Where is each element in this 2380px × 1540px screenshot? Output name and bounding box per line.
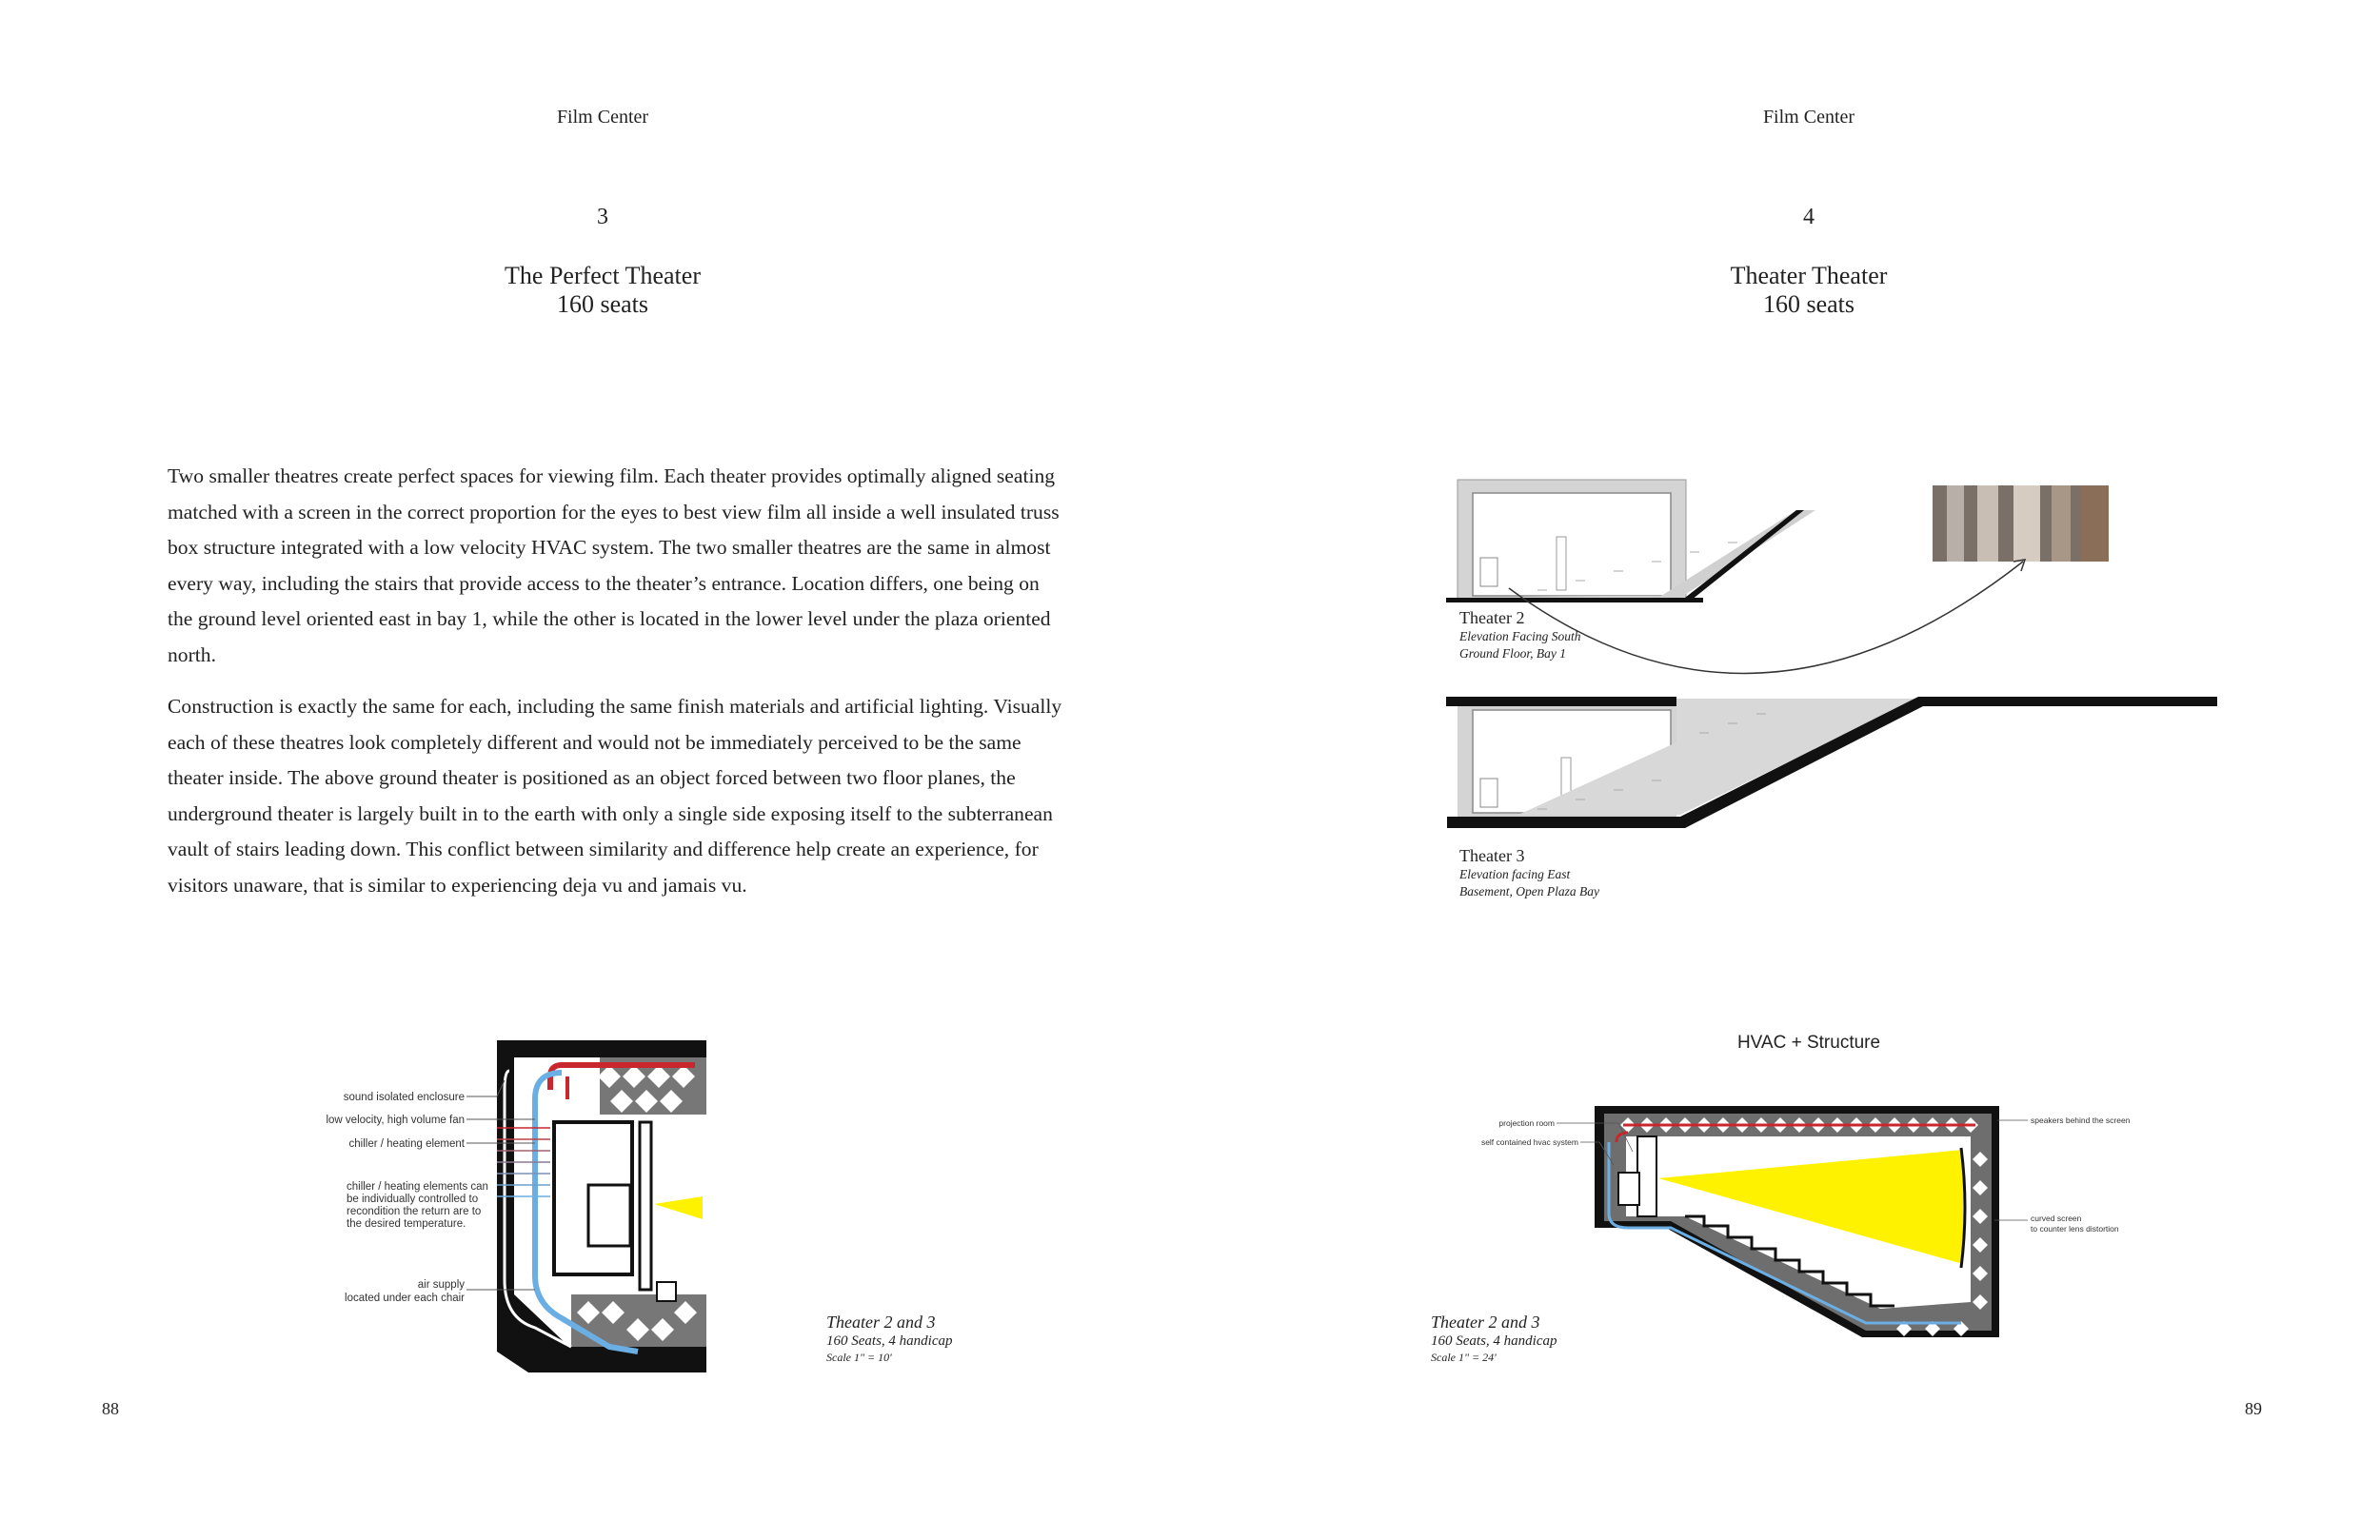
theater-photo-thumbnail (1933, 485, 2109, 562)
theater3-name: Theater 3 (1459, 846, 1525, 865)
label-enclosure: sound isolated enclosure (343, 1092, 465, 1103)
label-chiller: chiller / heating element (348, 1138, 465, 1150)
theater3-caption (1459, 846, 1599, 900)
left-caption-line2: 160 Seats, 4 handicap (826, 1333, 953, 1349)
left-subtitle: 160 seats (556, 290, 649, 318)
left-figure-caption (826, 1313, 953, 1365)
theater3-elevation (1442, 685, 2223, 838)
projection-beam (654, 1196, 703, 1219)
right-figure-caption (1431, 1313, 1557, 1365)
right-chapter-number: 4 (1803, 205, 1815, 229)
left-caption-line3: Scale 1" = 10' (826, 1351, 892, 1364)
left-running-header: Film Center (556, 107, 649, 128)
left-page-number: 88 (102, 1399, 119, 1418)
label-fan: low velocity, high volume fan (326, 1115, 465, 1126)
projector-box (588, 1185, 630, 1246)
body-paragraph-1: Two smaller theatres create perfect spaces for viewing film. Each theater provides optimally aligned seating matched with a screen in the correct proportion for the eyes to best view film all inside a well insulated truss box structure integrated with a low velocity HVAC system. The two smaller theatres are the same in almost every way, including the stairs that provide access to the theater’s entrance. Location differs, one being on the ground level oriented east in bay 1, while the other is located in the lower level under the plaza oriented north. (168, 464, 1060, 666)
right-subtitle: 160 seats (1762, 290, 1855, 318)
left-chapter-number: 3 (597, 205, 608, 229)
projector (1618, 1173, 1639, 1205)
theater2-caption (1459, 608, 1580, 662)
right-page-number: 89 (2245, 1399, 2262, 1418)
label-note-1: chiller / heating elements can (347, 1181, 488, 1193)
label-air-1: air supply (417, 1279, 465, 1291)
hvac-structure-title: HVAC + Structure (1736, 1033, 1881, 1053)
label-screen-1: curved screen (2031, 1214, 2082, 1223)
right-caption-line1: Theater 2 and 3 (1431, 1313, 1540, 1332)
label-note-2: be individually controlled to (347, 1194, 479, 1205)
theater3-line1: Elevation facing East (1459, 867, 1571, 881)
right-caption-line3: Scale 1" = 24' (1431, 1351, 1497, 1364)
right-title: Theater Theater (1730, 262, 1888, 289)
label-projection-room: projection room (1498, 1118, 1555, 1128)
label-screen-2: to counter lens distortion (2031, 1224, 2119, 1234)
right-caption-line2: 160 Seats, 4 handicap (1431, 1333, 1557, 1349)
right-running-header: Film Center (1762, 107, 1855, 128)
hvac-section-drawing (1457, 1095, 2161, 1347)
body-paragraph-2: Construction is exactly the same for each, including the same finish materials and artificial lighting. Visually each of these theatres look completely different and would not be immediately perceived to be the same theater inside. The above ground theater is positioned as an object forced between two floor planes, the underground theater is largely built in to the earth with only a single side exposing itself to the subterranean vault of stairs leading down. This conflict between similarity and difference help create an experience, for visitors unaware, that is similar to experiencing deja vu and jamais vu. (168, 695, 1062, 897)
theater2-line1: Elevation Facing South (1459, 629, 1581, 643)
label-speakers: speakers behind the screen (2031, 1116, 2131, 1125)
left-body-text (168, 459, 1062, 919)
label-note-3: recondition the return are to (347, 1206, 482, 1217)
label-hvac-system: self contained hvac system (1480, 1137, 1578, 1147)
theater2-name: Theater 2 (1459, 608, 1525, 627)
theater2-line2: Ground Floor, Bay 1 (1459, 646, 1566, 661)
theater3-line2: Basement, Open Plaza Bay (1459, 884, 1599, 898)
left-title: The Perfect Theater (505, 262, 701, 289)
label-air-2: located under each chair (345, 1293, 465, 1304)
label-note-4: the desired temperature. (347, 1218, 466, 1230)
hvac-detail-drawing (286, 1033, 724, 1385)
left-caption-line1: Theater 2 and 3 (826, 1313, 936, 1332)
